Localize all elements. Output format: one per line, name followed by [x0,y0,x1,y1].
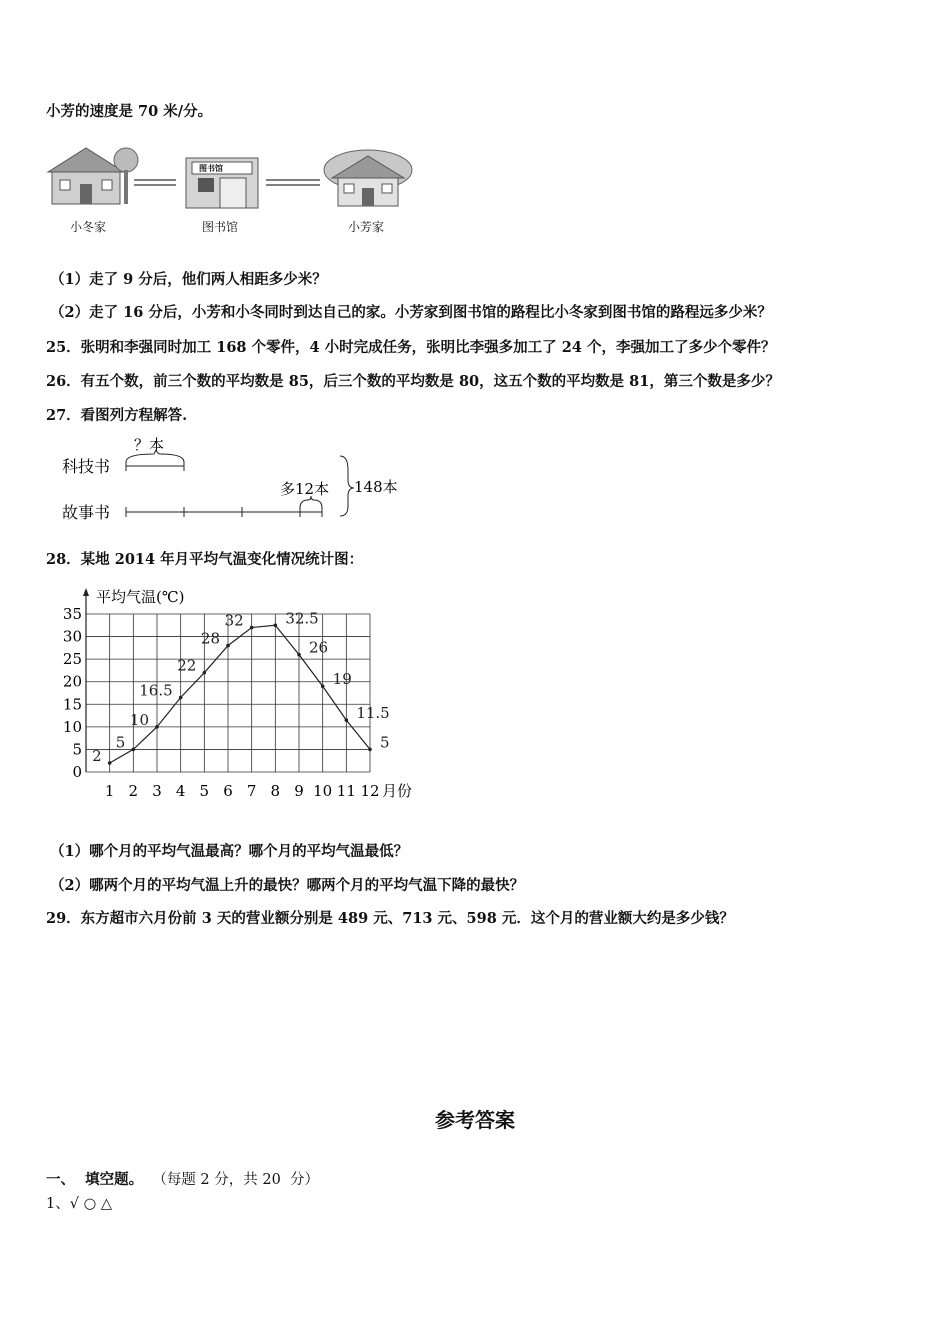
question-28-2: （2）哪两个月的平均气温上升的最快？哪两个月的平均气温下降的最快？ [50,877,525,894]
y-tick-label: 35 [62,605,82,623]
x-tick-label: 11 [336,782,356,800]
data-point [108,761,112,765]
x-tick-label: 12 [360,782,380,800]
total-label: 148本 [354,478,398,496]
data-point [368,748,372,752]
data-label: 32 [224,611,244,630]
home-b-label: 小芳家 [348,220,385,234]
y-tick-label: 0 [72,763,82,781]
question-27: 27．看图列方程解答. [46,407,188,424]
library-label: 图书馆 [202,220,239,234]
home-a-label: 小冬家 [70,220,107,234]
question-25: 25．张明和李强同时加工 168 个零件，4 小时完成任务，张明比李强多加工了 24 个，李强加工了多少个零件？ [46,339,776,356]
x-tick-label: 3 [152,782,162,800]
data-label: 32.5 [285,609,319,628]
data-label: 19 [332,670,352,689]
chart-ticks [63,605,380,800]
section-note: （每题 2 分，共 20 分） [152,1172,320,1188]
x-axis-label: 月份 [382,782,413,800]
y-tick-label: 10 [62,717,82,736]
data-point [274,623,278,627]
data-label: 11.5 [356,704,390,723]
data-point [250,626,254,630]
x-tick-label: 1 [104,782,115,800]
x-tick-label: 9 [294,782,304,800]
data-point [297,653,301,657]
intro-text: 小芳的速度是 70 米/分。 [46,103,213,120]
data-label: 2 [92,746,102,765]
x-tick-label: 6 [223,782,233,800]
data-label: 26 [309,638,329,657]
temperature-chart [56,584,436,804]
x-tick-label: 5 [199,782,210,800]
route-illustration [46,140,426,240]
y-tick-label: 5 [72,740,82,759]
data-label: 5 [380,733,390,752]
chart-title: 平均气温(℃) [96,588,185,606]
extra-label: 多12本 [280,480,330,498]
question-29: 29．东方超市六月份前 3 天的营业额分别是 489 元、713 元、598 元．这个月的营业额大约是多少钱？ [46,910,734,927]
answer-title: 参考答案 [435,1108,515,1132]
data-label: 22 [177,656,197,675]
row1-label: 科技书 [62,457,111,476]
y-tick-label: 30 [62,627,82,646]
y-tick-label: 20 [62,672,82,691]
unknown-label: ？本 [134,436,165,454]
section-head: 一、 填空题。 [46,1171,144,1188]
y-tick-label: 25 [62,650,82,669]
x-tick-label: 8 [270,782,281,800]
route-svg [46,140,426,220]
data-point [132,748,136,752]
y-tick-label: 15 [62,695,82,714]
data-point [203,671,207,675]
answer-1: 1、√ ○ △ [46,1196,112,1212]
x-tick-label: 2 [128,782,139,800]
question-28-1: （1）哪个月的平均气温最高？哪个月的平均气温最低？ [50,843,409,860]
data-point [345,718,349,722]
section-heading [46,1168,319,1189]
row2-label: 故事书 [62,503,111,522]
data-label: 28 [200,629,220,648]
x-tick-label: 7 [246,782,257,800]
question-26: 26．有五个数，前三个数的平均数是 85，后三个数的平均数是 80，这五个数的平均数是 81，第三个数是多少？ [46,373,780,390]
question-28: 28．某地 2014 年月平均气温变化情况统计图： [46,551,364,568]
question-24-1: （1）走了 9 分后，他们两人相距多少米？ [50,271,327,288]
segment-diagram [56,434,416,534]
house-a-icon [48,148,138,204]
data-label: 10 [129,710,149,729]
data-point [179,696,183,700]
x-tick-label: 4 [175,782,186,800]
data-label: 16.5 [139,681,173,700]
library-sign: 图书馆 [199,163,223,173]
data-point [321,684,325,688]
question-24-2: （2）走了 16 分后，小芳和小冬同时到达自己的家。小芳家到图书馆的路程比小冬家到图书馆的路程远多少米？ [50,304,772,321]
data-point [155,725,159,729]
y-axis-arrow [83,588,89,596]
data-point [226,644,230,648]
data-label: 5 [115,733,126,752]
house-b-icon [324,150,412,206]
x-tick-label: 10 [313,782,333,800]
chart-data-labels [92,609,390,765]
